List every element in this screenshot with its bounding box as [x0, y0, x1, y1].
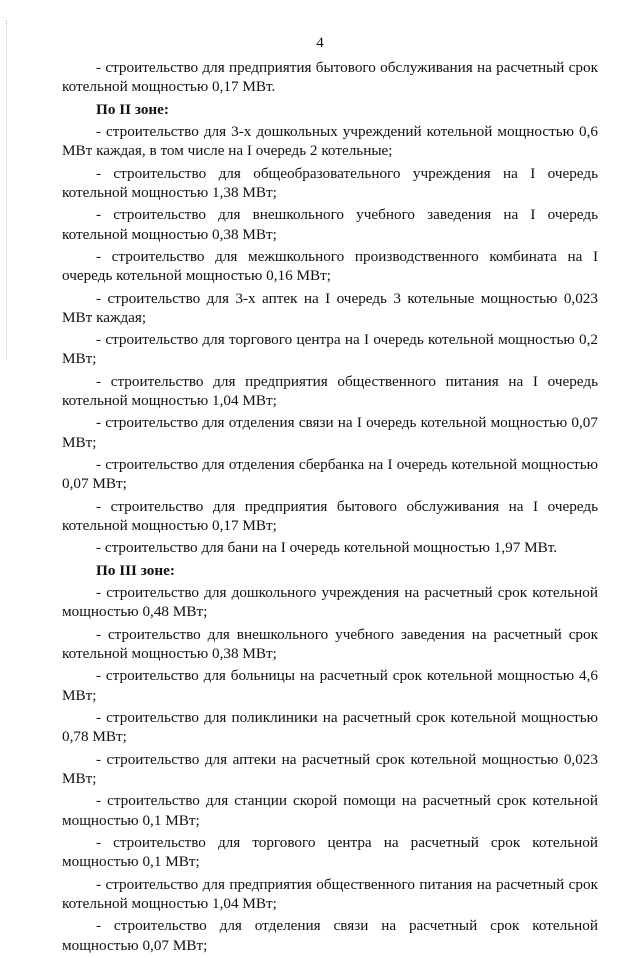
list-item: - строительство для торгового центра на I очередь котельной мощностью 0,2 МВт;	[62, 331, 598, 368]
list-item: - строительство для больницы на расчетный срок котельной мощностью 4,6 МВт;	[62, 667, 598, 704]
list-item: - строительство для предприятия бытового обслуживания на расчетный срок котельной мощностью 0,17 МВт.	[62, 59, 598, 96]
list-item: - строительство для предприятия общественного питания на расчетный срок котельной мощностью 1,04 МВт;	[62, 875, 598, 912]
list-item: - строительство для 3-х дошкольных учреждений котельной мощностью 0,6 МВт каждая, в том числе на I очередь 2 котельные;	[62, 122, 598, 160]
list-item: - строительство для бани на I очередь котельной мощностью 1,97 МВт.	[96, 539, 558, 557]
list-item: - строительство для аптеки на расчетный срок котельной мощностью 0,023 МВт;	[62, 750, 598, 787]
list-item: - строительство для внешкольного учебного заведения на I очередь котельной мощностью 0,38 МВт;	[62, 206, 598, 243]
list-item: - строительство для 3-х аптек на I очередь 3 котельные мощностью 0,023 МВт каждая;	[62, 289, 598, 326]
list-item: - строительство для межшкольного производственного комбината на I очередь котельной мощностью 0,16 МВт;	[62, 247, 598, 285]
list-item: - строительство для общеобразовательного учреждения на I очередь котельной мощностью 1,38 МВт;	[62, 164, 598, 201]
zone-heading: По III зоне:	[96, 561, 175, 579]
list-item: - строительство для отделения связи на расчетный срок котельной мощностью 0,07 МВт;	[62, 917, 598, 954]
list-item: - строительство для отделения связи на I очередь котельной мощностью 0,07 МВт;	[62, 414, 598, 451]
list-item: - строительство для предприятия общественного питания на I очередь котельной мощностью 1,04 МВт;	[62, 372, 598, 410]
list-item: - строительство для внешкольного учебного заведения на расчетный срок котельной мощностью 0,38 МВт;	[62, 625, 598, 663]
page-number: 4	[316, 35, 324, 51]
list-item: - строительство для поликлиники на расчетный срок котельной мощностью 0,78 МВт;	[62, 709, 598, 746]
document-body	[62, 58, 598, 958]
list-item: - строительство для станции скорой помощи на расчетный срок котельной мощностью 0,1 МВт;	[62, 792, 598, 829]
list-item: - строительство для предприятия бытового обслуживания на I очередь котельной мощностью 0,17 МВт;	[62, 497, 598, 535]
list-item: - строительство для дошкольного учреждения на расчетный срок котельной мощностью 0,48 МВт;	[62, 584, 598, 621]
list-item: - строительство для торгового центра на расчетный срок котельной мощностью 0,1 МВт;	[62, 833, 598, 871]
list-item: - строительство для отделения сбербанка на I очередь котельной мощностью 0,07 МВт;	[62, 456, 598, 493]
zone-heading: По II зоне:	[96, 100, 169, 118]
scan-edge-mark	[6, 20, 8, 360]
